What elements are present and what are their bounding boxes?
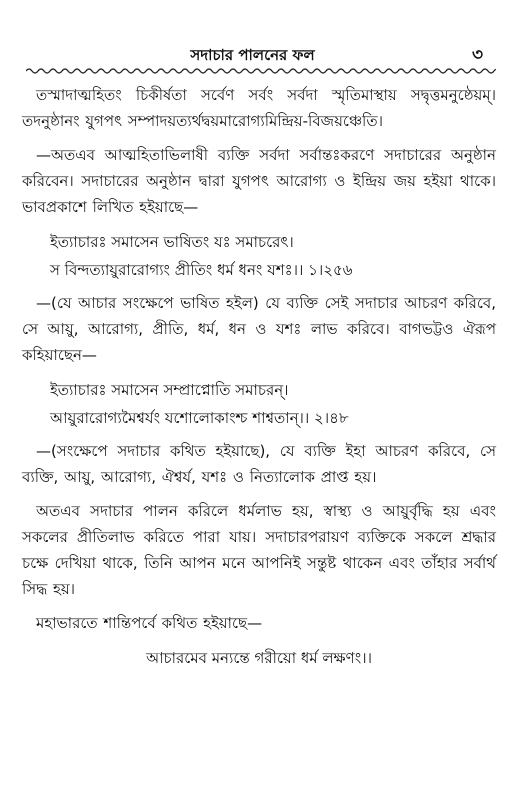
bengali-paragraph: —অতএব আত্মহিতাভিলাষী ব্যক্তি সর্বদা সর্বান্তঃকরণে সদাচারের অনুষ্ঠান করিবেন। সদাচারের অনুষ্ঠান দ্বারা যুগপৎ আরোগ্য ও ইন্দ্রিয় জয় হইয়া থাকে। ভাবপ্রকাশে লিখিত হইয়াছে— <box>22 146 496 216</box>
page-header <box>0 42 505 66</box>
sanskrit-prose: তস্মাদাত্মহিতং চিকীর্ষতা সর্বেণ সর্বং সর্বদা স্মৃতিমাস্থায় সদ্বৃত্তমনুষ্ঠেয়ম্। তদনুষ্ঠানং যুগপৎ সম্পাদয়ত্যর্থদ্বয়মারোগ্যমিন্দ্রিয়-বিজয়ঞ্চেতি। <box>22 86 496 130</box>
verse-block <box>22 644 496 672</box>
verse-line: আয়ুরারোগ্যমৈশ্বর্যং যশোলোকাংশ্চ শাশ্বতান্।। ২।৪৮ <box>50 409 349 427</box>
running-title: সদাচার পালনের ফল <box>190 46 315 64</box>
bengali-paragraph: —(সংক্ষেপে সদাচার কথিত হইয়াছে), যে ব্যক্তি ইহা আচরণ করিবে, সে ব্যক্তি, আয়ু, আরোগ্য, ঐশ্বর্য, যশঃ ও নিত্যালোক প্রাপ্ত হয়। <box>22 442 496 486</box>
bengali-paragraph: —(যে আচার সংক্ষেপে ভাষিত হইল) যে ব্যক্তি সেই সদাচার আচরণ করিবে, সে আয়ু, আরোগ্য, প্রীতি, ধর্ম, ধন ও যশঃ লাভ করিবে। বাগভট্টও ঐরূপ কহিয়াছেন— <box>22 294 496 364</box>
verse-line: ইত্যাচারঃ সমাসেন সম্প্রাপ্নোতি সমাচরন্। <box>50 381 289 399</box>
verse-line: আচারমেব মন্যন্তে গরীয়ো ধর্ম লক্ষণং।। <box>146 649 372 667</box>
verse-block <box>50 228 496 284</box>
bengali-paragraph: মহাভারতে শান্তিপর্বে কথিত হইয়াছে— <box>36 614 263 632</box>
page-body <box>22 82 496 678</box>
verse-line: ইত্যাচারঃ সমাসেন ভাষিতং যঃ সমাচরেৎ। <box>50 233 294 251</box>
bengali-paragraph: অতএব সদাচার পালন করিলে ধর্মলাভ হয়, স্বাস্থ্য ও আয়ুর্বৃদ্ধি হয় এবং সকলের প্রীতিলাভ করিতে পারা যায়। সদাচারপরায়ণ ব্যক্তিকে সকলে শ্রদ্ধার চক্ষে দেখিয়া থাকে, তিনি আপন মনে আপনিই সন্তুষ্ট থাকেন এবং তাঁহার সর্বার্থ সিদ্ধ হয়। <box>22 502 496 598</box>
wavy-divider <box>26 66 496 76</box>
page-number: ৩ <box>471 45 483 65</box>
verse-block <box>50 376 496 432</box>
verse-line: স বিন্দত্যায়ুরারোগ্যং প্রীতিং ধর্ম ধনং যশঃ।। ১।২৫৬ <box>50 261 353 279</box>
